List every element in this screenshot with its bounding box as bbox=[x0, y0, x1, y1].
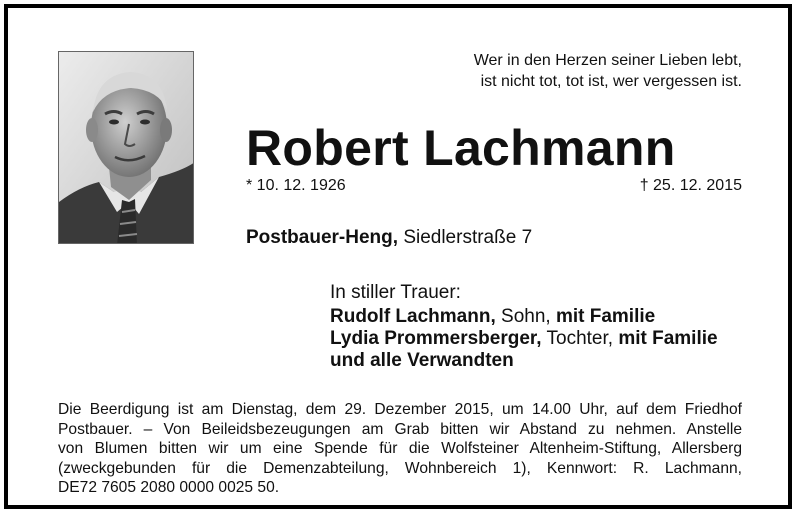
mourners-block bbox=[330, 282, 718, 372]
motto-line: ist nicht tot, tot ist, wer vergessen ist. bbox=[480, 73, 742, 90]
mourner-line bbox=[330, 306, 718, 328]
portrait-image bbox=[59, 52, 194, 244]
funeral-notice-text bbox=[58, 400, 742, 498]
notice-line: Die Beerdigung ist am Dienstag, dem 29. Dezember 2015, um 14.00 Uhr, auf dem Friedhof bbox=[58, 401, 742, 418]
address bbox=[246, 227, 532, 249]
mourner-line bbox=[330, 328, 718, 350]
mourner-suffix: mit Familie bbox=[618, 328, 718, 349]
notice-line: (zweckgebunden für die Demenzabteilung, Wohnbereich 1), Kennwort: R. Lachmann, bbox=[58, 459, 742, 477]
mourner-relation: Tochter, bbox=[546, 328, 614, 349]
mourner-name: Rudolf Lachmann, bbox=[330, 306, 496, 327]
notice-line: von Blumen bitten wir um eine Spende für die Wolfsteiner Altenheim-Stiftung, Allersberg bbox=[58, 440, 742, 457]
portrait-photo bbox=[58, 51, 194, 244]
motto-line: Wer in den Herzen seiner Lieben lebt, bbox=[473, 52, 742, 69]
address-street: Siedlerstraße 7 bbox=[403, 227, 533, 248]
mourning-intro: In stiller Trauer: bbox=[330, 282, 461, 303]
mourner-suffix: mit Familie bbox=[555, 306, 656, 327]
mourner-name: Lydia Prommersberger, bbox=[330, 328, 542, 349]
deceased-name: Robert Lachmann bbox=[246, 120, 676, 176]
birth-date: * 10. 12. 1926 bbox=[246, 177, 346, 194]
death-date: † 25. 12. 2015 bbox=[639, 177, 742, 194]
notice-line: DE72 7605 2080 0000 0025 50. bbox=[58, 479, 280, 496]
notice-line: Postbauer. – Von Beileidsbezeugungen am Grab bitten wir Abstand zu nehmen. Anstelle bbox=[58, 420, 742, 438]
mourner-relation: Sohn, bbox=[501, 306, 551, 327]
address-place: Postbauer-Heng, bbox=[246, 227, 399, 248]
motto-quote bbox=[474, 50, 742, 92]
mourners-closing bbox=[330, 350, 718, 372]
mourners-closing-text: und alle Verwandten bbox=[330, 350, 514, 371]
